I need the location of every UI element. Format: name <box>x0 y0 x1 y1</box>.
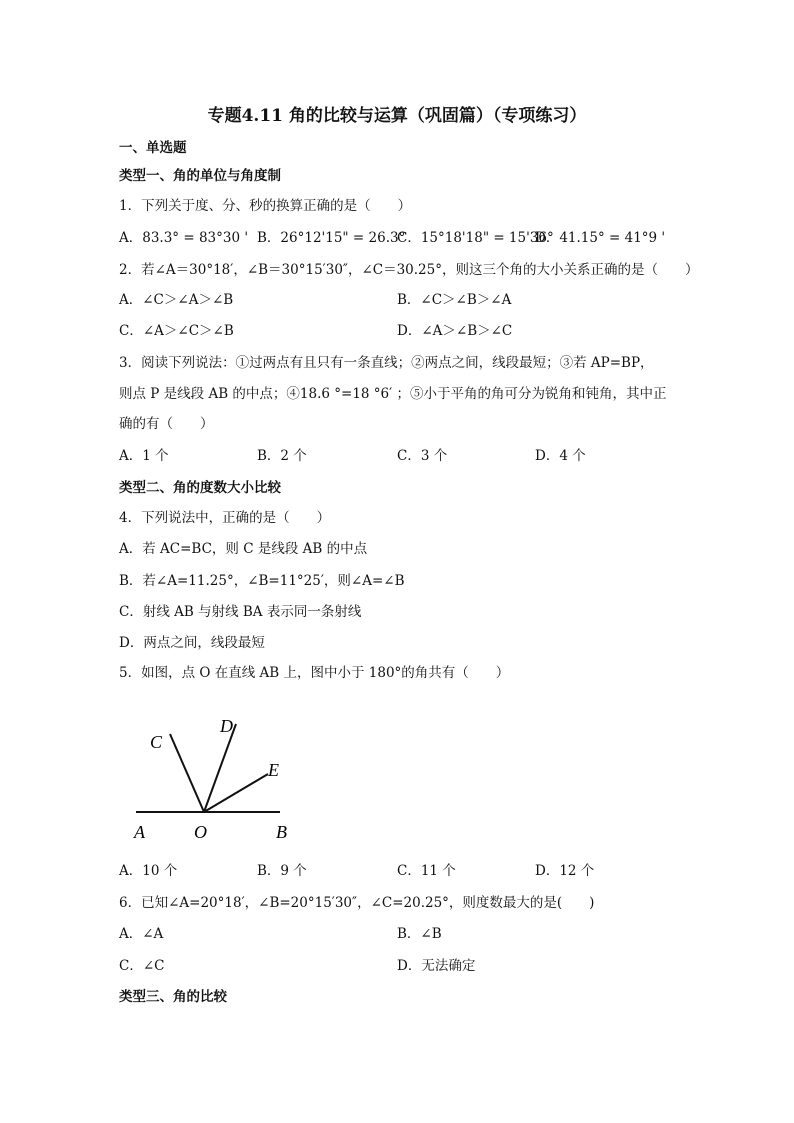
angle-figure <box>128 712 300 844</box>
label-c: C <box>150 732 163 752</box>
q4-option-d: D．两点之间，线段最短 <box>119 635 265 651</box>
label-b: B <box>276 822 287 842</box>
q1-option-b: B．26°12'15" = 26.3° <box>257 230 406 246</box>
label-e: E <box>268 760 279 780</box>
label-o: O <box>194 822 207 842</box>
q4-option-a: A．若 AC=BC，则 C 是线段 AB 的中点 <box>119 541 368 557</box>
ray-od <box>204 724 236 812</box>
q4-option-b: B．若∠A=11.25°，∠B=11°25′，则∠A=∠B <box>119 573 405 589</box>
q1-option-c: C．15°18'18" = 15'36° <box>397 230 554 246</box>
q3-option-b: B．2 个 <box>257 448 307 464</box>
ray-oc <box>170 734 204 812</box>
q2-option-a: A．∠C＞∠A＞∠B <box>119 292 234 308</box>
q6-option-d: D．无法确定 <box>397 958 476 974</box>
question-1-stem: 1．下列关于度、分、秒的换算正确的是（ ） <box>119 198 412 214</box>
q5-option-d: D．12 个 <box>535 863 595 879</box>
question-5-stem: 5．如图，点 O 在直线 AB 上，图中小于 180°的角共有（ ） <box>119 665 510 681</box>
question-3-line-1: 3．阅读下列说法：①过两点有且只有一条直线；②两点之间，线段最短；③若 AP=BP， <box>119 355 654 371</box>
q1-option-a: A．83.3° = 83°30 ' <box>119 230 249 246</box>
question-3-line-2: 则点 P 是线段 AB 的中点；④18.6 °=18 °6′ ；⑤小于平角的角可分为锐角和钝角，其中正 <box>119 386 667 402</box>
q3-option-c: C．3 个 <box>397 448 448 464</box>
question-4-stem: 4．下列说法中，正确的是（ ） <box>119 510 331 526</box>
q6-option-a: A．∠A <box>119 926 164 942</box>
q5-option-a: A．10 个 <box>119 863 178 879</box>
question-3-line-3: 确的有（ ） <box>119 416 214 432</box>
q5-option-c: C．11 个 <box>397 863 456 879</box>
q6-option-c: C．∠C <box>119 958 165 974</box>
q4-option-c: C．射线 AB 与射线 BA 表示同一条射线 <box>119 604 362 620</box>
page-title: 专题4.11 角的比较与运算（巩固篇）（专项练习） <box>207 106 587 126</box>
type-heading-3: 类型三、角的比较 <box>119 989 227 1005</box>
question-2-stem: 2．若∠A＝30°18′，∠B＝30°15′30″，∠C＝30.25°，则这三个角的大小关系正确的是（ ） <box>119 262 699 278</box>
q6-option-b: B．∠B <box>397 926 442 942</box>
label-a: A <box>134 822 145 842</box>
question-6-stem: 6．已知∠A=20°18′，∠B=20°15′30″，∠C=20.25°，则度数最大的是( ) <box>119 895 595 911</box>
type-heading-1: 类型一、角的单位与角度制 <box>119 168 281 184</box>
label-d: D <box>220 716 233 736</box>
section-heading: 一、单选题 <box>119 140 187 156</box>
q2-option-d: D．∠A＞∠B＞∠C <box>397 323 513 339</box>
q1-option-d: D．41.15° = 41°9 ' <box>535 230 666 246</box>
q5-option-b: B．9 个 <box>257 863 307 879</box>
q2-option-c: C．∠A＞∠C＞∠B <box>119 323 234 339</box>
ray-oe <box>204 774 268 812</box>
q2-option-b: B．∠C＞∠B＞∠A <box>397 292 512 308</box>
type-heading-2: 类型二、角的度数大小比较 <box>119 480 281 496</box>
q3-option-a: A．1 个 <box>119 448 169 464</box>
q3-option-d: D．4 个 <box>535 448 586 464</box>
